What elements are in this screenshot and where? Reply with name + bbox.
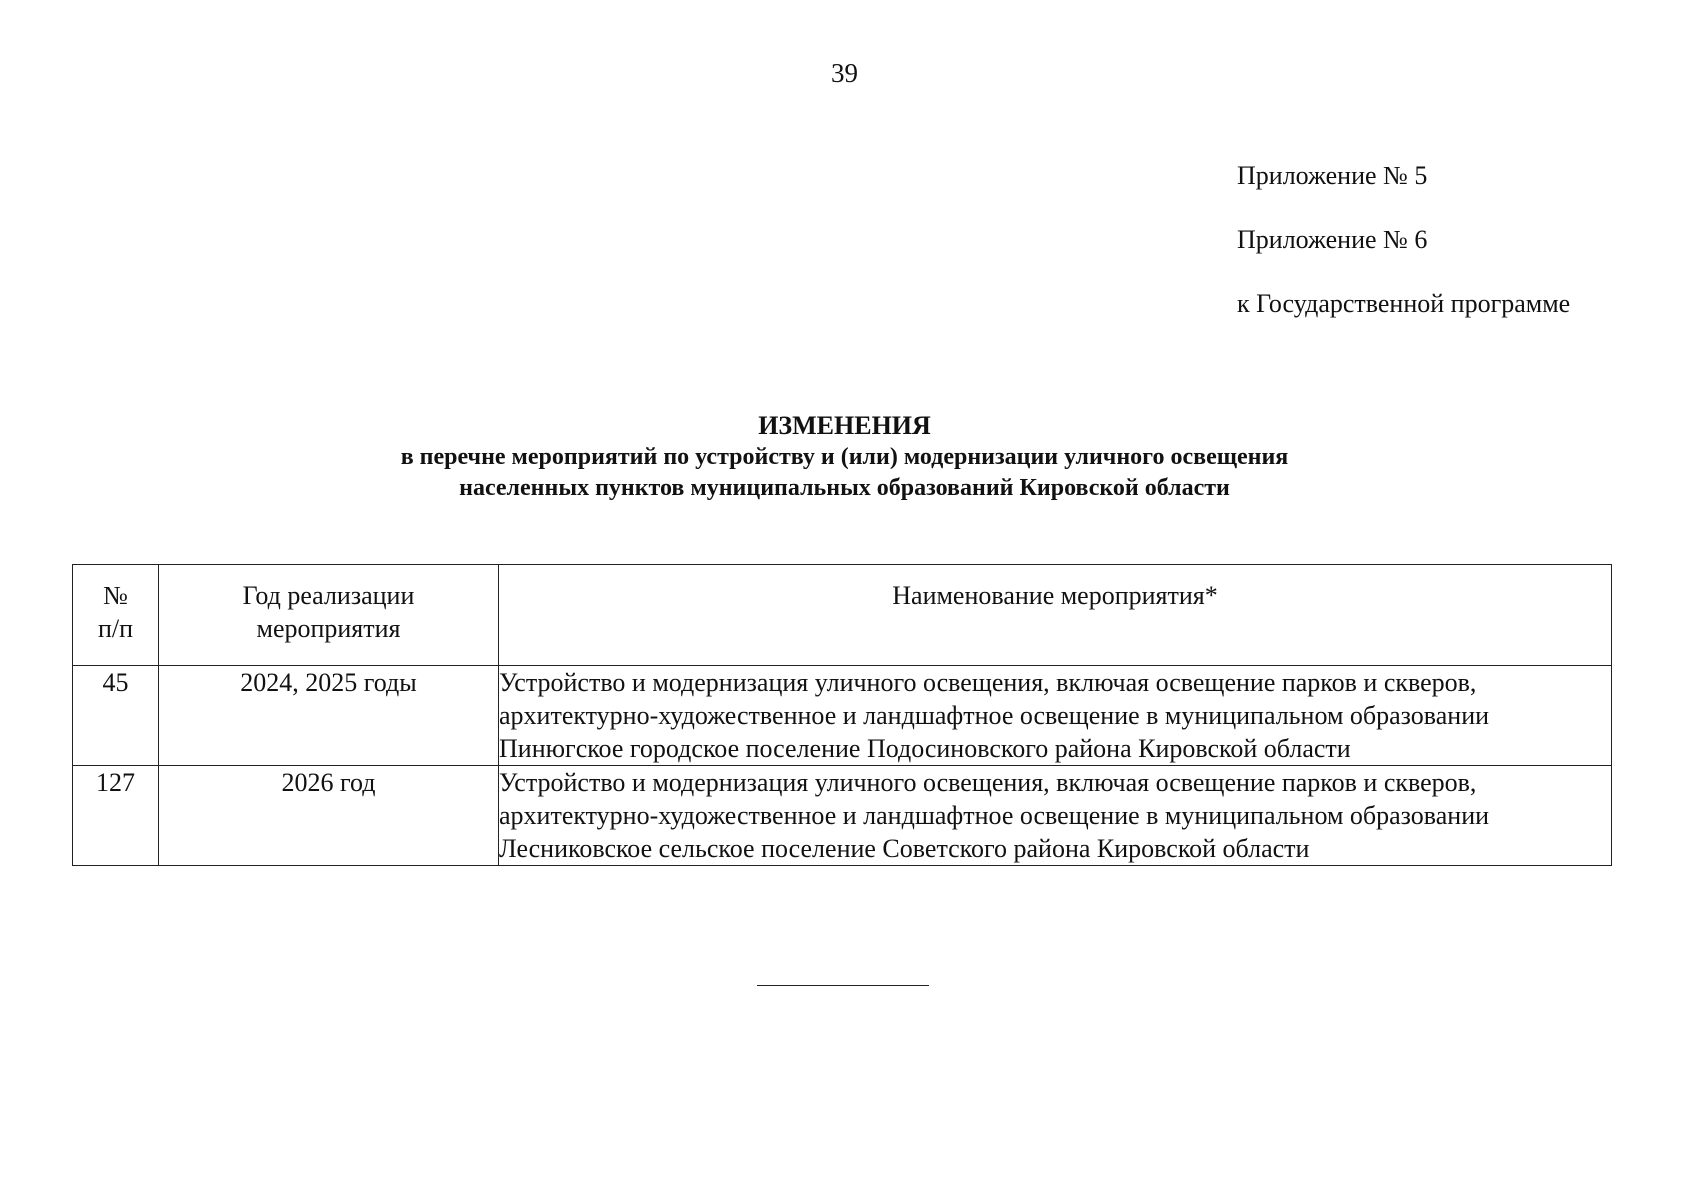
appendix-block xyxy=(1237,144,1570,336)
header-year xyxy=(159,565,499,666)
row-event-name-cell: Устройство и модернизация уличного освещения, включая освещение парков и скверов, архитектурно-художественное и ландшафтное освещение в муниципальном образовании Лесниковское сельское поселение Советского района Кировской области xyxy=(499,766,1612,866)
document-title-block xyxy=(0,410,1689,504)
footer-separator-line xyxy=(757,985,929,986)
table-row xyxy=(73,766,1612,866)
appendix-line-2: Приложение № 6 xyxy=(1237,225,1428,254)
header-year-line-1: Год реализации xyxy=(242,581,415,610)
row-year-cell: 2026 год xyxy=(159,766,499,866)
changes-table xyxy=(72,564,1612,866)
header-number xyxy=(73,565,159,666)
table-row xyxy=(73,666,1612,766)
header-number-line-2: п/п xyxy=(97,614,134,643)
document-title: ИЗМЕНЕНИЯ xyxy=(758,411,931,440)
document-subtitle-line-1: в перечне мероприятий по устройству и (или) модернизации уличного освещения xyxy=(400,444,1289,470)
header-event-name xyxy=(499,565,1612,666)
row-event-name-cell: Устройство и модернизация уличного освещения, включая освещение парков и скверов, архитектурно-художественное и ландшафтное освещение в муниципальном образовании Пинюгское городское поселение Подосиновского района Кировской области xyxy=(499,666,1612,766)
appendix-line-1: Приложение № 5 xyxy=(1237,161,1428,190)
header-year-line-2: мероприятия xyxy=(256,614,401,643)
row-year-cell: 2024, 2025 годы xyxy=(159,666,499,766)
document-subtitle-line-2: населенных пунктов муниципальных образований Кировской области xyxy=(459,475,1230,501)
table-header-row xyxy=(73,565,1612,666)
header-event-name-text: Наименование мероприятия* xyxy=(892,581,1218,610)
row-number-cell: 45 xyxy=(73,666,159,766)
page-number: 39 xyxy=(831,58,858,88)
header-number-line-1: № xyxy=(103,581,128,610)
row-number-cell: 127 xyxy=(73,766,159,866)
appendix-line-3: к Государственной программе xyxy=(1237,289,1571,318)
